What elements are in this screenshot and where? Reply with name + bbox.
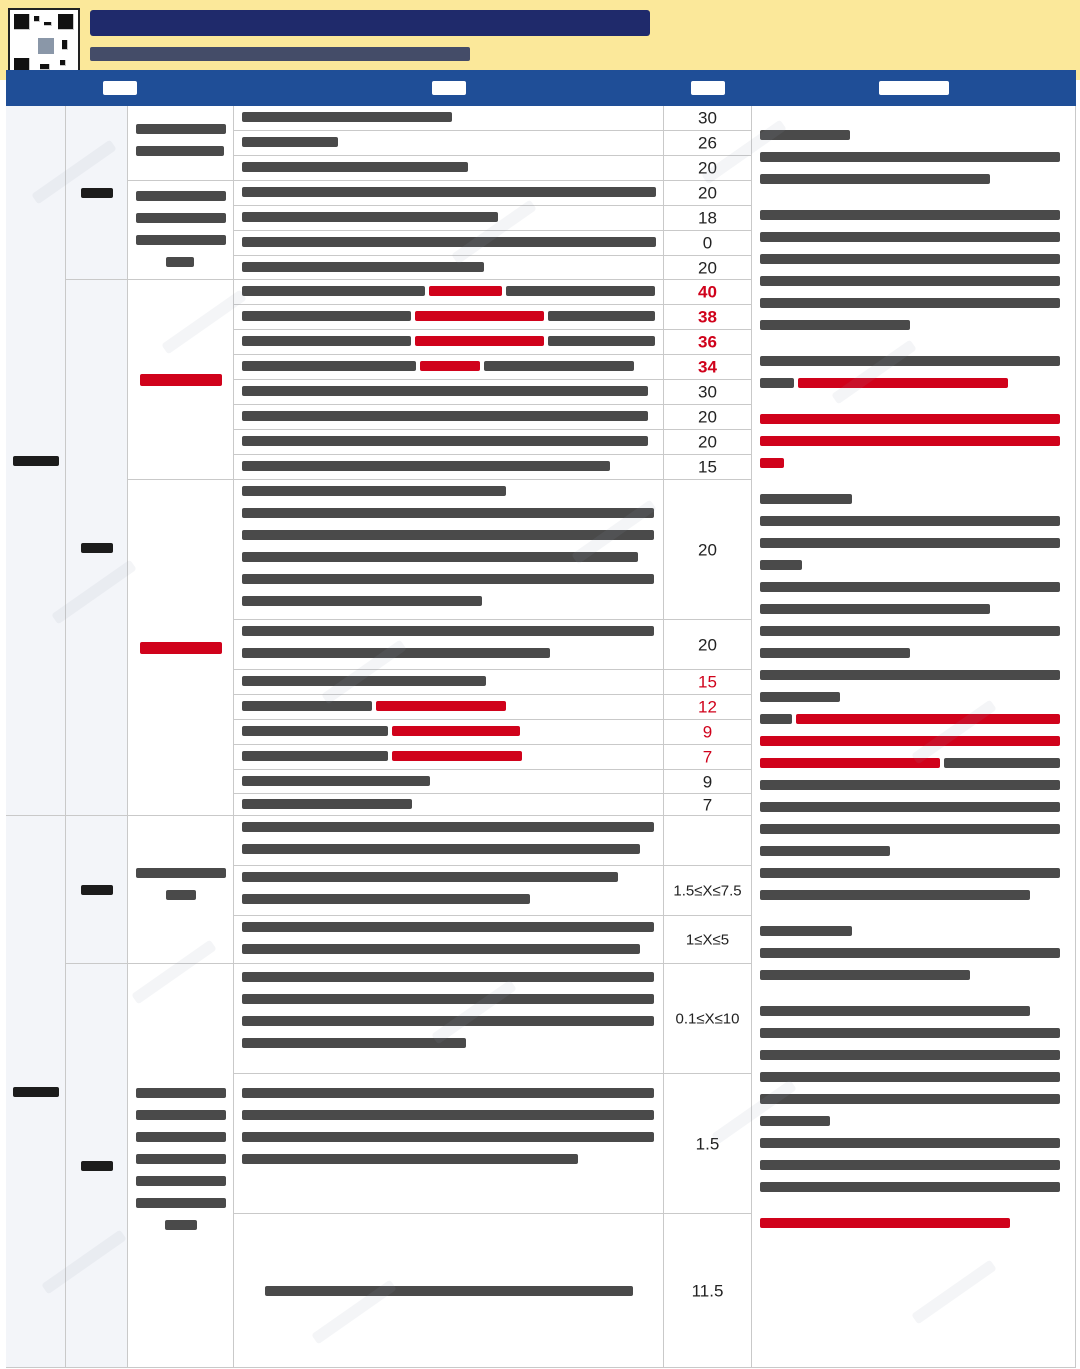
score-cell: 38 <box>664 305 752 330</box>
social-security-bonus <box>128 964 234 1368</box>
score-cell: 9 <box>664 770 752 794</box>
score-cell: 20 <box>664 480 752 620</box>
sub-property <box>66 280 128 816</box>
score-cell: 26 <box>664 131 752 156</box>
score-cell: 12 <box>664 695 752 720</box>
req-r-j <box>234 620 664 670</box>
page-title <box>90 10 650 36</box>
req-p-b <box>234 305 664 330</box>
req-f <box>234 231 664 256</box>
col-score <box>664 70 752 106</box>
score-cell: 18 <box>664 206 752 231</box>
hukou-shenzhen <box>128 106 234 181</box>
score-cell: 36 <box>664 330 752 355</box>
sub-social-security <box>66 964 128 1368</box>
property-rental <box>128 480 234 816</box>
score-cell: 20 <box>664 156 752 181</box>
score-cell: 15 <box>664 670 752 695</box>
req-hukou-intro <box>234 816 664 866</box>
score-table <box>6 106 1076 1368</box>
req-social-2 <box>234 1074 664 1214</box>
score-cell: 20 <box>664 256 752 280</box>
req-r-p <box>234 794 664 816</box>
score-cell: 7 <box>664 745 752 770</box>
score-cell: 1≤X≤5 <box>664 916 752 964</box>
req-social-1 <box>234 964 664 1074</box>
req-r-n <box>234 745 664 770</box>
col-category <box>6 70 234 106</box>
req-r-m <box>234 720 664 745</box>
req-hukou-1 <box>234 866 664 916</box>
score-cell: 11.5 <box>664 1214 752 1368</box>
hukou-duration-bonus <box>128 816 234 964</box>
req-r-k <box>234 670 664 695</box>
req-p-e <box>234 380 664 405</box>
score-cell: 30 <box>664 380 752 405</box>
notes-column <box>752 106 1076 1368</box>
req-c <box>234 156 664 181</box>
req-p-a <box>234 280 664 305</box>
score-cell: 9 <box>664 720 752 745</box>
sub-hukou-years <box>66 816 128 964</box>
score-cell: 1.5≤X≤7.5 <box>664 866 752 916</box>
score-cell: 1.5 <box>664 1074 752 1214</box>
req-r-o <box>234 770 664 794</box>
score-cell <box>664 816 752 866</box>
req-p-c <box>234 330 664 355</box>
req-a <box>234 106 664 131</box>
score-cell: 15 <box>664 455 752 480</box>
req-p-f <box>234 405 664 430</box>
score-cell: 20 <box>664 430 752 455</box>
hukou-non-shenzhen <box>128 181 234 280</box>
req-e <box>234 206 664 231</box>
req-p-d <box>234 355 664 380</box>
col-notes <box>752 70 1076 106</box>
score-cell: 0.1≤X≤10 <box>664 964 752 1074</box>
req-r-l <box>234 695 664 720</box>
score-cell: 20 <box>664 405 752 430</box>
req-r-i <box>234 480 664 620</box>
group-basic <box>6 106 66 816</box>
score-cell: 20 <box>664 620 752 670</box>
score-cell: 20 <box>664 181 752 206</box>
req-d <box>234 181 664 206</box>
req-p-g <box>234 430 664 455</box>
score-cell: 7 <box>664 794 752 816</box>
header <box>0 0 1080 80</box>
score-cell: 40 <box>664 280 752 305</box>
col-requirement <box>234 70 664 106</box>
req-b <box>234 131 664 156</box>
req-g <box>234 256 664 280</box>
score-cell: 34 <box>664 355 752 380</box>
req-social-3 <box>234 1214 664 1368</box>
source-line <box>90 47 470 61</box>
table-header <box>6 70 1076 106</box>
req-hukou-2 <box>234 916 664 964</box>
score-cell: 0 <box>664 231 752 256</box>
score-cell: 30 <box>664 106 752 131</box>
sub-hukou <box>66 106 128 280</box>
req-p-h <box>234 455 664 480</box>
